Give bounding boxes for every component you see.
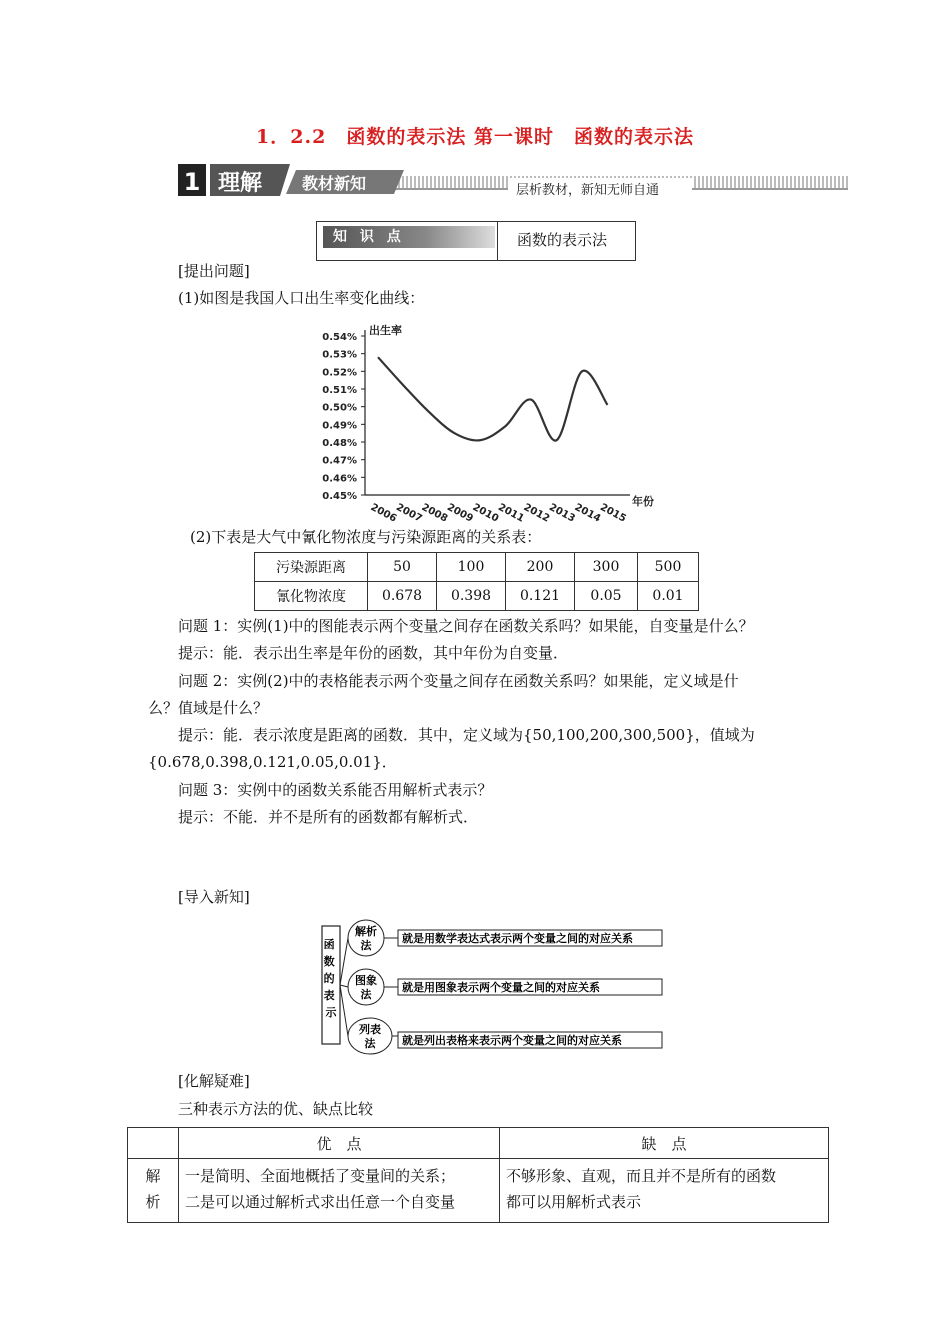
table-cell: 500 bbox=[638, 553, 699, 582]
section-resolve: [化解疑难] bbox=[178, 1072, 250, 1090]
x-tick-label: 2008 bbox=[419, 501, 450, 524]
item-1: (1)如图是我国人口出生率变化曲线： bbox=[178, 289, 425, 307]
series-line bbox=[378, 357, 608, 440]
question-1: 问题 1：实例(1)中的图能表示两个变量之间存在函数关系吗？如果能，自变量是什么？ bbox=[178, 617, 754, 635]
pros-line-1: 一是简明、全面地概括了变量间的关系； bbox=[185, 1167, 456, 1185]
svg-text:列表: 列表 bbox=[359, 1023, 381, 1036]
x-tick-label: 2011 bbox=[496, 501, 526, 524]
x-axis-label: 年份 bbox=[632, 495, 654, 508]
representation-diagram bbox=[318, 916, 668, 1056]
x-tick-label: 2015 bbox=[598, 501, 628, 524]
diagram-node-graph bbox=[348, 969, 662, 1005]
compare-table bbox=[127, 1127, 829, 1223]
knowledge-topic: 函数的表示法 bbox=[517, 231, 608, 249]
table-row bbox=[255, 582, 699, 611]
banner-word2: 教材新知 bbox=[302, 174, 367, 193]
table-cell: 0.121 bbox=[506, 582, 575, 611]
table-cell-pros bbox=[179, 1159, 500, 1223]
banner-subtitle: 层析教材，新知无师自通 bbox=[516, 183, 660, 198]
table-cell: 200 bbox=[506, 553, 575, 582]
diagram-desc-analytic: 就是用数学表达式表示两个变量之间的对应关系 bbox=[402, 932, 633, 945]
y-tick-label: 0.45% bbox=[322, 491, 357, 502]
svg-text:法: 法 bbox=[360, 939, 372, 952]
table-cell: 0.01 bbox=[638, 582, 699, 611]
knowledge-point-box bbox=[316, 221, 636, 261]
table-cell: 300 bbox=[575, 553, 638, 582]
table-cell: 0.398 bbox=[437, 582, 506, 611]
x-tick-label: 2010 bbox=[470, 501, 501, 524]
y-tick-label: 0.52% bbox=[322, 367, 357, 379]
table-cell: 0.678 bbox=[368, 582, 437, 611]
page-title: 1．2.2 函数的表示法 第一课时 函数的表示法 bbox=[256, 126, 694, 148]
table-row bbox=[255, 553, 699, 582]
diagram-node-analytic bbox=[348, 920, 662, 956]
cons-line-2: 都可以用解析式表示 bbox=[506, 1193, 642, 1211]
x-tick-label: 2007 bbox=[394, 501, 424, 524]
answer-1: 提示：能．表示出生率是年份的函数，其中年份为自变量． bbox=[178, 644, 569, 662]
banner-number: 1 bbox=[183, 168, 201, 196]
y-tick-label: 0.47% bbox=[322, 455, 357, 467]
answer-2-line2: {0.678,0.398,0.121,0.05,0.01}． bbox=[148, 753, 397, 771]
x-tick-label: 2014 bbox=[572, 501, 603, 524]
y-tick-label: 0.46% bbox=[322, 473, 357, 485]
diagram-desc-table: 就是列出表格来表示两个变量之间的对应关系 bbox=[402, 1034, 622, 1047]
knowledge-label: 知 识 点 bbox=[323, 226, 495, 248]
table-header-cell: 优 点 bbox=[179, 1128, 500, 1159]
question-2-line1: 问题 2：实例(2)中的表格能表示两个变量之间存在函数关系吗？如果能，定义域是什 bbox=[178, 672, 739, 690]
answer-2-line1: 提示：能．表示浓度是距离的函数．其中，定义域为{50,100,200,300,500}，值域为 bbox=[178, 726, 755, 744]
banner-word1: 理解 bbox=[218, 171, 263, 196]
table-cell-method bbox=[128, 1159, 179, 1223]
section-ask: [提出问题] bbox=[178, 262, 250, 280]
y-axis-label: 出生率 bbox=[369, 324, 402, 337]
birth-rate-chart bbox=[310, 318, 670, 524]
section-intro: [导入新知] bbox=[178, 888, 250, 906]
diagram-connector bbox=[340, 938, 348, 1036]
pros-line-2: 二是可以通过解析式求出任意一个自变量 bbox=[185, 1193, 456, 1211]
table-cell: 污染源距离 bbox=[255, 553, 368, 582]
cons-line-1: 不够形象、直观，而且并不是所有的函数 bbox=[506, 1167, 777, 1185]
question-2-line2: 么？值域是什么？ bbox=[148, 699, 269, 717]
cyanide-table bbox=[254, 552, 699, 611]
table-header-row bbox=[128, 1128, 829, 1159]
y-tick-label: 0.53% bbox=[322, 349, 357, 361]
y-tick-label: 0.54% bbox=[322, 332, 357, 343]
table-cell-cons bbox=[500, 1159, 829, 1223]
y-tick-label: 0.49% bbox=[322, 420, 357, 432]
table-row bbox=[128, 1159, 829, 1223]
item-2: (2)下表是大气中氰化物浓度与污染源距离的关系表： bbox=[190, 528, 542, 546]
x-tick-label: 2009 bbox=[445, 501, 475, 524]
svg-text:图象: 图象 bbox=[355, 974, 377, 987]
x-tick-label: 2012 bbox=[521, 501, 552, 524]
answer-3: 提示：不能．并不是所有的函数都有解析式． bbox=[178, 808, 479, 826]
table-cell: 氰化物浓度 bbox=[255, 582, 368, 611]
table-cell: 0.05 bbox=[575, 582, 638, 611]
x-tick-label: 2006 bbox=[368, 501, 399, 524]
y-tick-label: 0.50% bbox=[322, 402, 357, 414]
svg-text:法: 法 bbox=[364, 1037, 376, 1050]
svg-text:解析: 解析 bbox=[355, 925, 377, 938]
y-tick-label: 0.48% bbox=[322, 438, 357, 449]
question-3: 问题 3：实例中的函数关系能否用解析式表示？ bbox=[178, 781, 493, 799]
diagram-desc-graph: 就是用图象表示两个变量之间的对应关系 bbox=[402, 981, 600, 994]
table-cell: 50 bbox=[368, 553, 437, 582]
diagram-root-text: 函 数 的 表 示 bbox=[323, 938, 337, 1019]
table-header-cell: 缺 点 bbox=[500, 1128, 829, 1159]
method-name: 解析 bbox=[145, 1167, 161, 1211]
table-cell: 100 bbox=[437, 553, 506, 582]
svg-text:法: 法 bbox=[360, 988, 372, 1001]
y-tick-label: 0.51% bbox=[322, 385, 357, 396]
x-tick-label: 2013 bbox=[547, 501, 577, 524]
section-banner bbox=[178, 160, 848, 200]
table-header-cell bbox=[128, 1128, 179, 1159]
diagram-node-table bbox=[348, 1018, 662, 1054]
compare-heading: 三种表示方法的优、缺点比较 bbox=[178, 1100, 374, 1118]
